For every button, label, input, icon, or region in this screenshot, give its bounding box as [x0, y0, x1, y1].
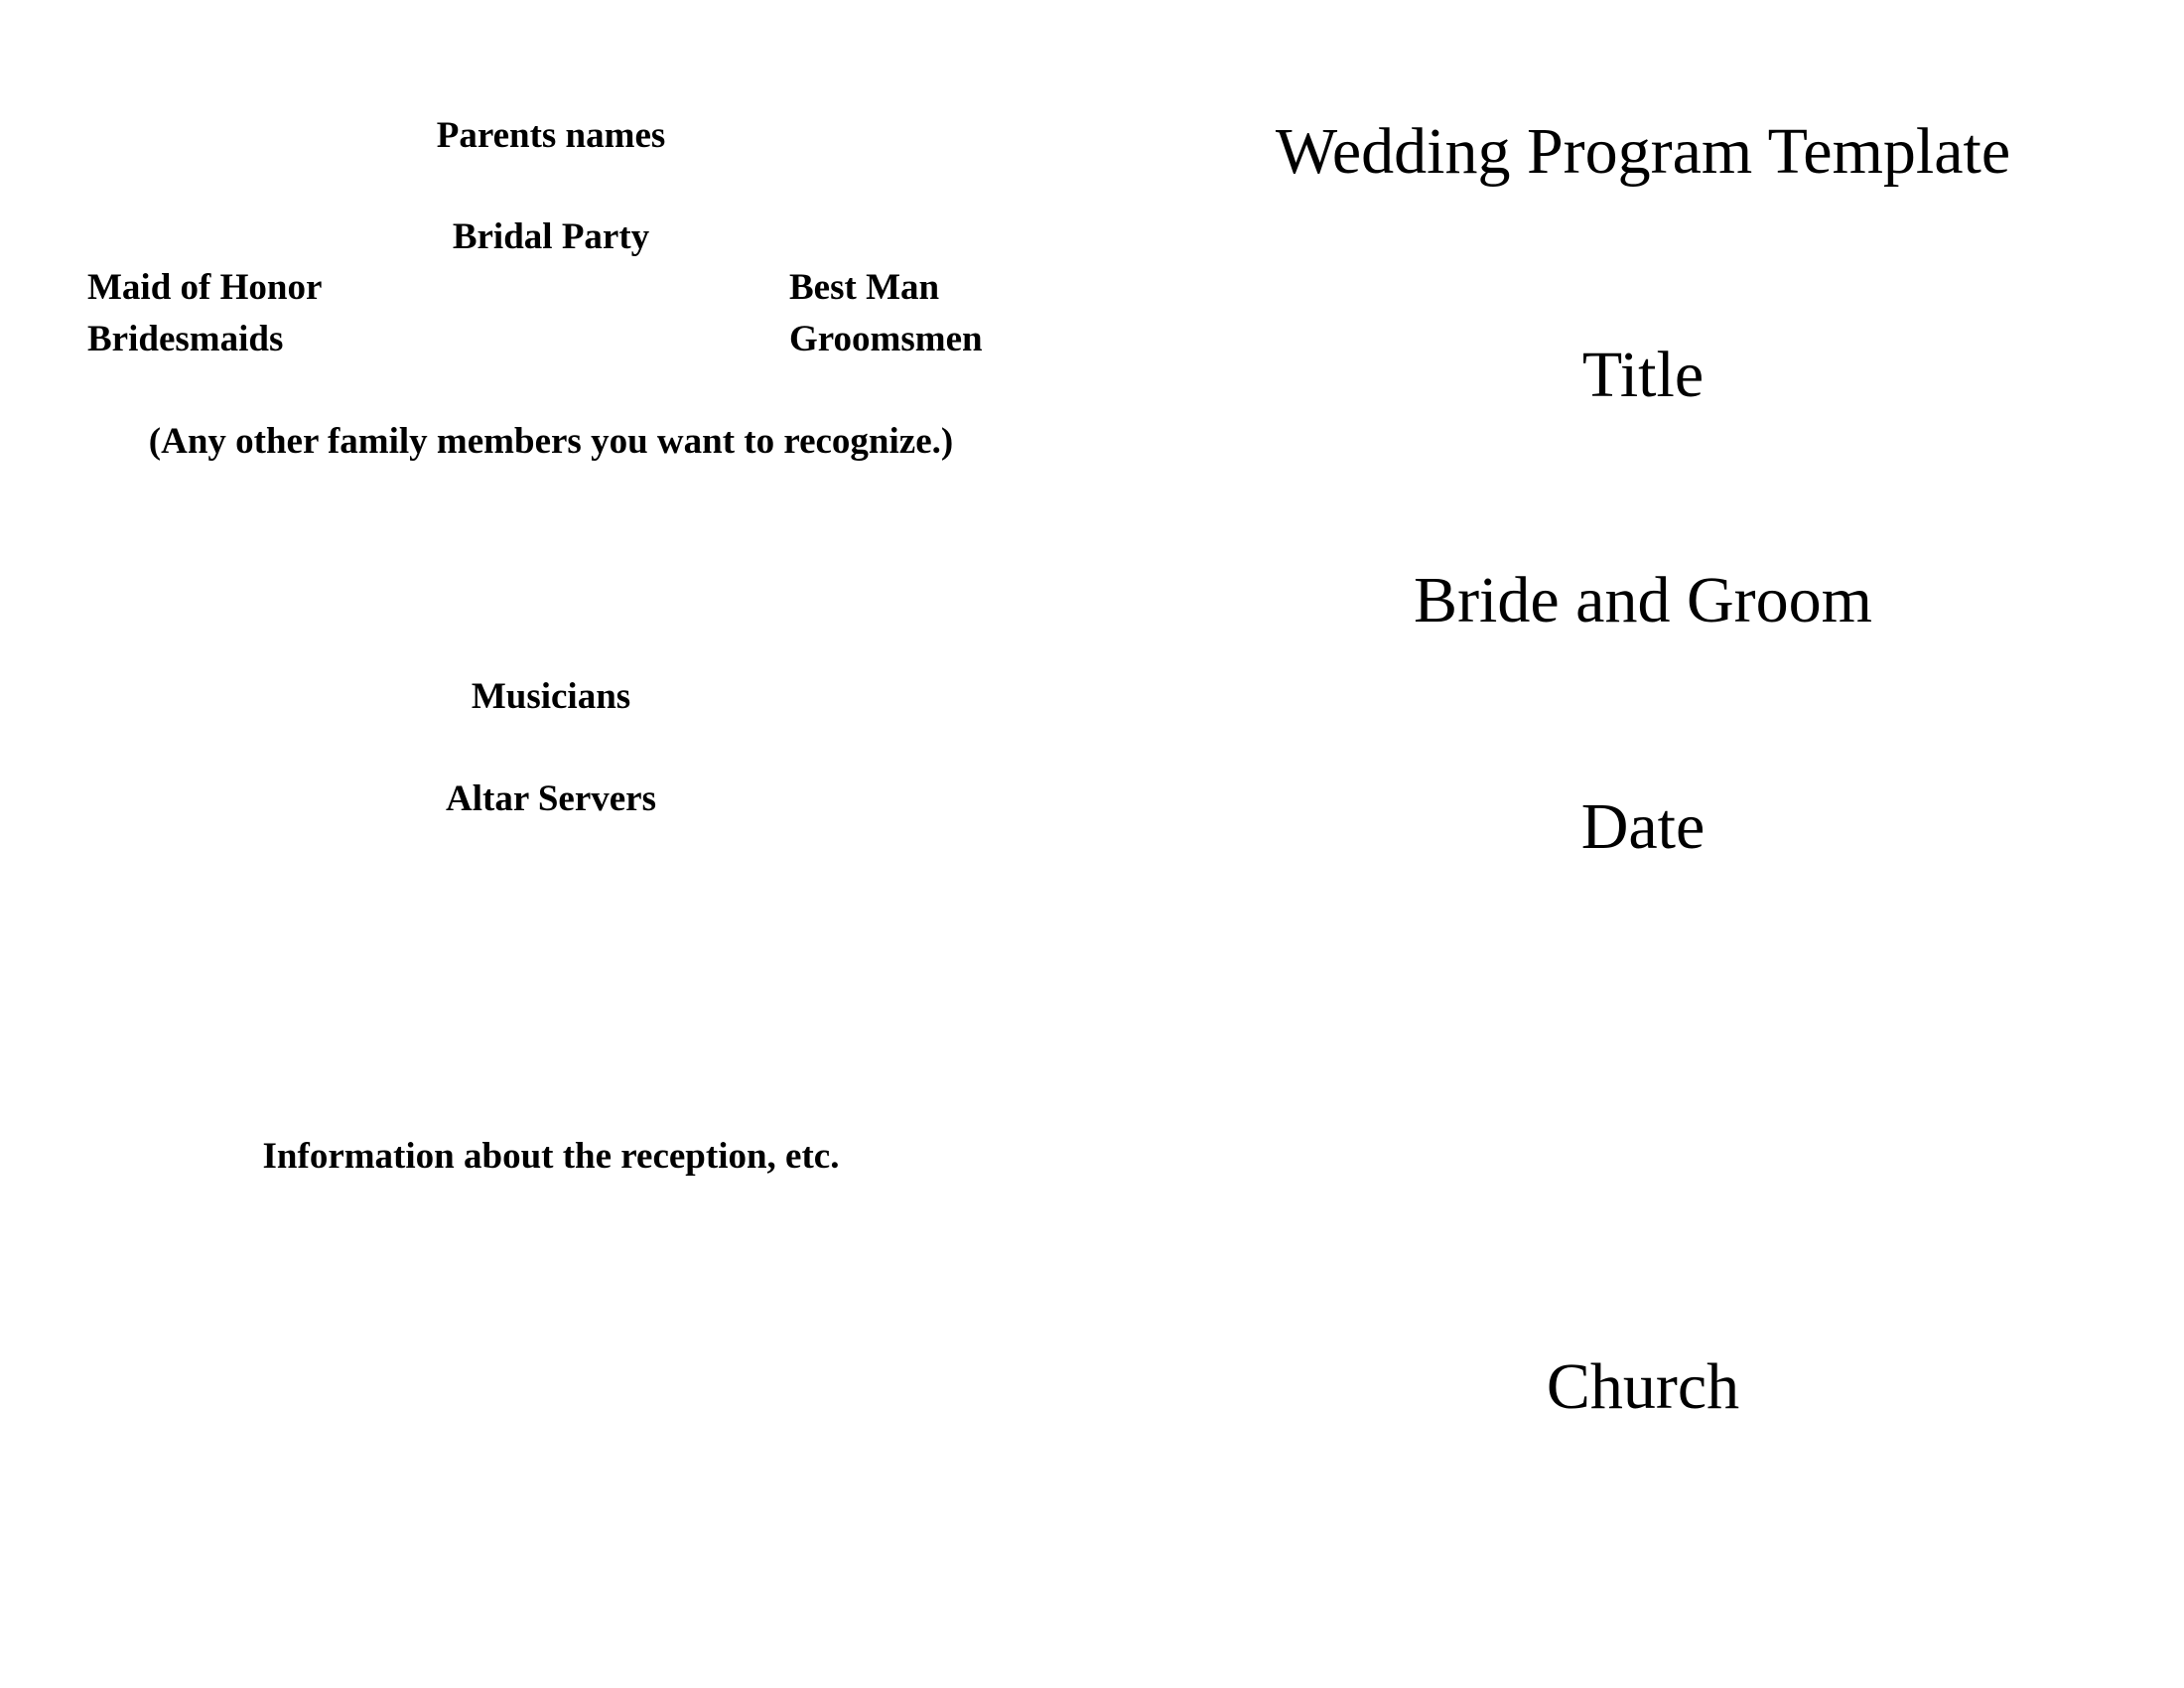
church-placeholder: Church	[1546, 1350, 1740, 1423]
template-title: Wedding Program Template	[1275, 115, 2011, 188]
maid-of-honor-label: Maid of Honor	[87, 267, 323, 308]
bride-and-groom-placeholder: Bride and Groom	[1414, 564, 1872, 636]
bridesmaids-label: Bridesmaids	[87, 319, 284, 359]
title-placeholder: Title	[1581, 339, 1705, 411]
other-family-note: (Any other family members you want to recognize.)	[148, 421, 954, 462]
bridal-party-heading: Bridal Party	[452, 216, 650, 257]
parents-names-label: Parents names	[436, 115, 666, 156]
reception-info-label: Information about the reception, etc.	[262, 1136, 840, 1177]
best-man-label: Best Man	[789, 267, 940, 308]
musicians-label: Musicians	[471, 676, 631, 717]
groomsmen-label: Groomsmen	[789, 319, 983, 359]
cover-panel	[1102, 0, 2184, 1688]
date-placeholder: Date	[1580, 790, 1706, 863]
altar-servers-label: Altar Servers	[446, 778, 656, 819]
